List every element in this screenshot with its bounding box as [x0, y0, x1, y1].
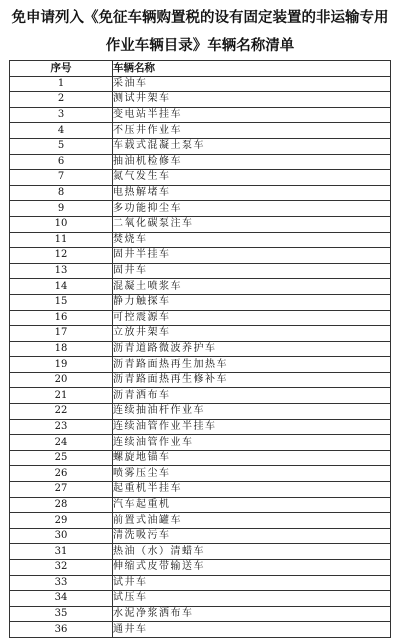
row-number-cell: 22 — [10, 404, 113, 420]
table-row — [10, 185, 391, 201]
table-row — [10, 482, 391, 498]
row-number-cell: 4 — [10, 123, 113, 139]
row-number-cell: 26 — [10, 466, 113, 482]
table-row — [10, 232, 391, 248]
row-number-cell: 30 — [10, 528, 113, 544]
row-number-cell: 8 — [10, 185, 113, 201]
table-row — [10, 435, 391, 451]
table-row — [10, 450, 391, 466]
table-row — [10, 279, 391, 295]
table-row — [10, 294, 391, 310]
table-row — [10, 544, 391, 560]
row-number-cell: 32 — [10, 560, 113, 576]
table-row — [10, 92, 391, 108]
row-number-cell: 23 — [10, 419, 113, 435]
table-row — [10, 528, 391, 544]
row-number-cell: 7 — [10, 170, 113, 186]
vehicle-name-cell: 氮气发生车 — [113, 170, 391, 186]
vehicle-name-cell: 热油（水）清蜡车 — [113, 544, 391, 560]
row-number-cell: 16 — [10, 310, 113, 326]
vehicle-name-cell: 电热解堵车 — [113, 185, 391, 201]
table-row — [10, 591, 391, 607]
table-row — [10, 310, 391, 326]
table-row — [10, 513, 391, 529]
table-row — [10, 497, 391, 513]
table-row — [10, 560, 391, 576]
row-number-cell: 6 — [10, 154, 113, 170]
vehicle-name-cell: 固井半挂车 — [113, 248, 391, 264]
vehicle-name-cell: 起重机半挂车 — [113, 482, 391, 498]
table-row — [10, 372, 391, 388]
vehicle-name-cell: 车载式混凝土泵车 — [113, 138, 391, 154]
table-row — [10, 622, 391, 638]
table-body — [10, 76, 391, 637]
row-number-cell: 9 — [10, 201, 113, 217]
vehicle-name-cell: 清洗吸污车 — [113, 528, 391, 544]
document-title-line-1: 免申请列入《免征车辆购置税的设有固定装置的非运输专用 — [11, 9, 389, 26]
vehicle-name-cell: 沥青洒布车 — [113, 388, 391, 404]
vehicle-name-cell: 可控震源车 — [113, 310, 391, 326]
row-number-cell: 33 — [10, 575, 113, 591]
table-row — [10, 154, 391, 170]
row-number-cell: 34 — [10, 591, 113, 607]
row-number-cell: 2 — [10, 92, 113, 108]
document-title — [0, 4, 400, 60]
table-row — [10, 341, 391, 357]
vehicle-name-cell: 抽油机检修车 — [113, 154, 391, 170]
vehicle-name-cell: 伸缩式皮带输送车 — [113, 560, 391, 576]
header-vehicle-name: 车辆名称 — [113, 61, 391, 77]
vehicle-name-cell: 喷雾压尘车 — [113, 466, 391, 482]
row-number-cell: 17 — [10, 326, 113, 342]
table-row — [10, 123, 391, 139]
table-row — [10, 216, 391, 232]
row-number-cell: 27 — [10, 482, 113, 498]
row-number-cell: 1 — [10, 76, 113, 92]
row-number-cell: 11 — [10, 232, 113, 248]
table-row — [10, 326, 391, 342]
row-number-cell: 35 — [10, 606, 113, 622]
table-row — [10, 170, 391, 186]
table-row — [10, 466, 391, 482]
vehicle-name-cell: 静力触探车 — [113, 294, 391, 310]
vehicle-name-cell: 沥青路面热再生修补车 — [113, 372, 391, 388]
table-row — [10, 76, 391, 92]
vehicle-name-cell: 螺旋地锚车 — [113, 450, 391, 466]
vehicle-name-cell: 固井车 — [113, 263, 391, 279]
table-row — [10, 419, 391, 435]
row-number-cell: 18 — [10, 341, 113, 357]
vehicle-name-cell: 连续抽油杆作业车 — [113, 404, 391, 420]
vehicle-name-cell: 沥青路面热再生加热车 — [113, 357, 391, 373]
row-number-cell: 31 — [10, 544, 113, 560]
row-number-cell: 21 — [10, 388, 113, 404]
vehicle-name-cell: 变电站半挂车 — [113, 107, 391, 123]
table-row — [10, 107, 391, 123]
table-row — [10, 248, 391, 264]
vehicle-name-cell: 连续油管作业车 — [113, 435, 391, 451]
vehicle-name-cell: 沥青道路微波养护车 — [113, 341, 391, 357]
row-number-cell: 28 — [10, 497, 113, 513]
vehicle-name-cell: 通井车 — [113, 622, 391, 638]
table-row — [10, 138, 391, 154]
vehicle-name-cell: 汽车起重机 — [113, 497, 391, 513]
vehicle-name-cell: 立放井架车 — [113, 326, 391, 342]
vehicle-name-cell: 试压车 — [113, 591, 391, 607]
table-row — [10, 606, 391, 622]
row-number-cell: 25 — [10, 450, 113, 466]
header-number: 序号 — [10, 61, 113, 77]
vehicle-name-cell: 采油车 — [113, 76, 391, 92]
row-number-cell: 3 — [10, 107, 113, 123]
row-number-cell: 12 — [10, 248, 113, 264]
vehicle-name-cell: 试井车 — [113, 575, 391, 591]
vehicle-name-cell: 前置式油罐车 — [113, 513, 391, 529]
row-number-cell: 20 — [10, 372, 113, 388]
table-row — [10, 575, 391, 591]
row-number-cell: 14 — [10, 279, 113, 295]
row-number-cell: 10 — [10, 216, 113, 232]
vehicle-name-cell: 多功能抑尘车 — [113, 201, 391, 217]
table-row — [10, 357, 391, 373]
table-row — [10, 201, 391, 217]
row-number-cell: 5 — [10, 138, 113, 154]
vehicle-name-cell: 测试井架车 — [113, 92, 391, 108]
vehicle-name-cell: 焚烧车 — [113, 232, 391, 248]
vehicle-name-cell: 连续油管作业半挂车 — [113, 419, 391, 435]
table-row — [10, 263, 391, 279]
row-number-cell: 24 — [10, 435, 113, 451]
vehicle-name-cell: 混凝土喷浆车 — [113, 279, 391, 295]
table-row — [10, 388, 391, 404]
document-title-line-2: 作业车辆目录》车辆名称清单 — [105, 37, 295, 54]
row-number-cell: 13 — [10, 263, 113, 279]
vehicle-name-cell: 水泥净浆洒布车 — [113, 606, 391, 622]
vehicle-name-cell: 不压井作业车 — [113, 123, 391, 139]
table-header-row — [10, 61, 391, 77]
row-number-cell: 15 — [10, 294, 113, 310]
table-row — [10, 404, 391, 420]
row-number-cell: 19 — [10, 357, 113, 373]
row-number-cell: 29 — [10, 513, 113, 529]
row-number-cell: 36 — [10, 622, 113, 638]
vehicle-name-cell: 二氧化碳泵注车 — [113, 216, 391, 232]
vehicle-name-table — [9, 60, 391, 638]
